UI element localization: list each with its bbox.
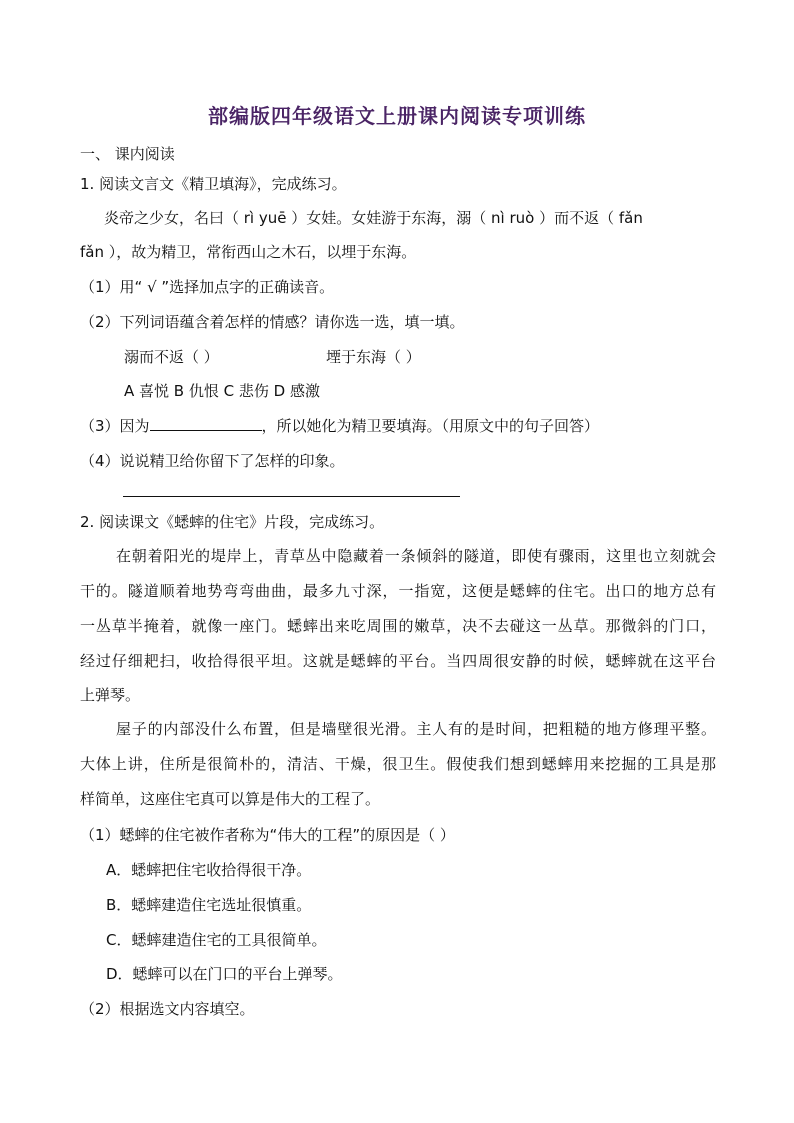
question-2-heading: 2. 阅读课文《蟋蟀的住宅》片段，完成练习。 [80,513,385,531]
q2-passage-p1-line-3: 一丛草半掩着，就像一座门。蟋蟀出来吃周围的嫩草，决不去碰这一丛草。那微斜的门口， [80,617,716,635]
q2-passage-p1-line-1: 在朝着阳光的堤岸上，青草丛中隐藏着一条倾斜的隧道，即使有骤雨，这里也立刻就会 [116,547,716,565]
q1-passage-line-2: fǎn ），故为精卫，常衔西山之木石，以埋于东海。 [80,243,417,261]
q1-sub-question-1: （1）用“ √ ”选择加点字的正确读音。 [80,278,335,296]
q2-passage-p1-line-4: 经过仔细耙扫，收拾得很平坦。这就是蟋蟀的平台。当四周很安静的时候，蟋蟀就在这平台 [80,652,716,670]
q1-passage-line-1: 炎帝之少女，名曰（ rì yuē ）女娃。女娃游于东海，溺（ nì ruò ）而不返（ fǎn [104,209,643,227]
q1-sub3-prefix: （3）因为 [80,417,150,435]
q2-option-d: D．蟋蟀可以在门口的平台上弹琴。 [106,965,343,983]
q1-sub2-item-2: 堙于东海（ ） [326,348,421,366]
q1-sub-question-2: （2）下列词语蕴含着怎样的情感？请你选一选，填一填。 [80,313,465,331]
question-1-heading: 1. 阅读文言文《精卫填海》，完成练习。 [80,175,347,193]
q2-option-a: A．蟋蟀把住宅收拾得很干净。 [106,861,312,879]
answer-blank[interactable] [150,415,262,431]
q2-option-b: B．蟋蟀建造住宅选址很慎重。 [106,896,312,914]
q2-sub-question-1: （1）蟋蟀的住宅被作者称为“伟大的工程”的原因是（ ） [80,826,455,844]
q2-option-c: C．蟋蟀建造住宅的工具很简单。 [106,931,327,949]
q2-passage-p2-line-2: 大体上讲，住所是很简朴的，清洁、干燥，很卫生。假使我们想到蟋蟀用来挖掘的工具是那 [80,755,716,773]
q1-sub2-item-1: 溺而不返（ ） [124,348,219,366]
q2-passage-p1-line-2: 干的。隧道顺着地势弯弯曲曲，最多九寸深，一指宽，这便是蟋蟀的住宅。出口的地方总有 [80,582,716,600]
q1-sub-question-3 [80,415,599,437]
answer-line[interactable] [123,496,460,497]
q2-sub-question-2: （2）根据选文内容填空。 [80,1000,255,1018]
q1-sub2-options: A 喜悦 B 仇恨 C 悲伤 D 感激 [124,382,320,400]
q1-sub-question-4: （4）说说精卫给你留下了怎样的印象。 [80,452,345,470]
q2-passage-p1-line-5: 上弹琴。 [80,686,141,704]
q2-passage-p2-line-3: 样简单，这座住宅真可以算是伟大的工程了。 [80,790,381,808]
section-heading: 一、 课内阅读 [80,145,175,163]
q1-sub3-suffix: ，所以她化为精卫要填海。（用原文中的句子回答） [261,417,600,435]
q2-passage-p2-line-1: 屋子的内部没什么布置，但是墙壁很光滑。主人有的是时间，把粗糙的地方修理平整。 [116,720,716,738]
page-title: 部编版四年级语文上册课内阅读专项训练 [208,104,586,128]
